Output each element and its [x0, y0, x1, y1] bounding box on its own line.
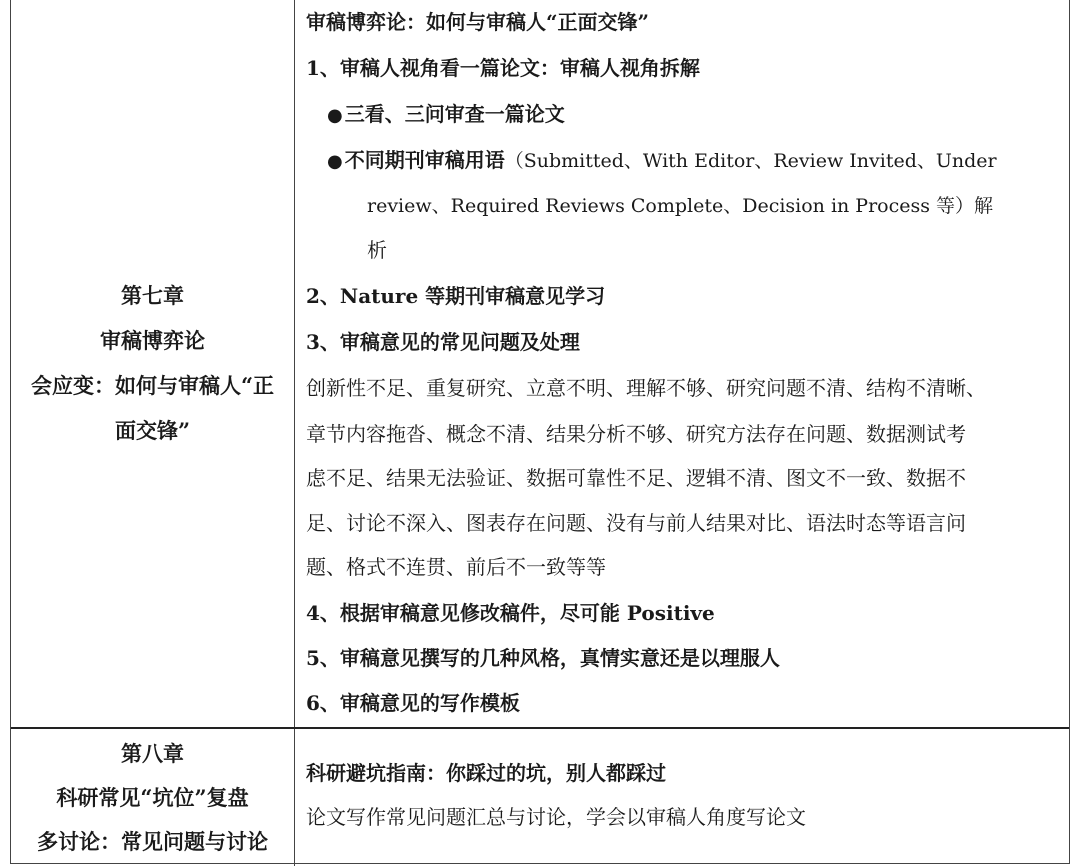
chapter-8-title-cell — [11, 729, 295, 866]
problem-list-line-1: 创新性不足、重复研究、立意不明、理解不够、研究问题不清、结构不清晰、 — [306, 376, 986, 400]
bullet-item-1-text: 三看、三问审查一篇论文 — [344, 102, 565, 126]
chapter-7-item-5: 5、审稿意见撰写的几种风格，真情实意还是以理服人 — [306, 646, 780, 670]
problem-list-line-2: 章节内容拖沓、概念不清、结果分析不够、研究方法存在问题、数据测试考 — [306, 422, 966, 446]
bullet-item-1 — [327, 100, 565, 130]
chapter-8-subtitle: 多讨论：常见问题与讨论 — [37, 828, 268, 854]
problem-list-line-4: 足、讨论不深入、图表存在问题、没有与前人结果对比、语法时态等语言问 — [306, 511, 966, 535]
chapter-8-row — [11, 729, 1069, 866]
chapter-8-number: 第八章 — [121, 740, 184, 766]
chapter-7-number: 第七章 — [121, 282, 184, 308]
bullet-icon: ● — [327, 105, 343, 126]
bullet-item-2 — [327, 146, 997, 176]
chapter-7-name: 审稿博弈论 — [100, 327, 205, 353]
chapter-7-title-cell — [11, 0, 295, 727]
chapter-8-content-cell — [296, 729, 1069, 866]
bullet-item-2-terms: （Submitted、With Editor、Review Invited、Under — [504, 150, 997, 172]
chapter-7-subtitle-line2: 面交锋” — [114, 417, 191, 443]
chapter-7-item-4: 4、根据审稿意见修改稿件，尽可能 Positive — [306, 601, 715, 625]
bullet-icon: ● — [327, 151, 343, 172]
bullet-item-2-line-3: 析 — [367, 238, 387, 262]
bullet-item-2-label: 不同期刊审稿用语 — [344, 148, 505, 172]
syllabus-table — [10, 0, 1070, 864]
chapter-7-item-6: 6、审稿意见的写作模板 — [306, 691, 520, 715]
problem-list-line-3: 虑不足、结果无法验证、数据可靠性不足、逻辑不清、图文不一致、数据不 — [306, 466, 966, 490]
chapter-8-name: 科研常见“坑位”复盘 — [56, 784, 249, 810]
problem-list-line-5: 题、格式不连贯、前后不一致等等 — [306, 555, 606, 579]
chapter-8-heading: 科研避坑指南：你踩过的坑，别人都踩过 — [306, 761, 666, 785]
chapter-7-item-1: 1、审稿人视角看一篇论文：审稿人视角拆解 — [306, 56, 700, 80]
chapter-7-content-cell — [296, 0, 1069, 727]
bullet-item-2-line-2: review、Required Reviews Complete、Decision in Process 等）解 — [367, 195, 994, 217]
chapter-7-heading: 审稿博弈论：如何与审稿人“正面交锋” — [306, 10, 650, 34]
chapter-7-row — [11, 0, 1069, 729]
chapter-8-text: 论文写作常见问题汇总与讨论，学会以审稿人角度写论文 — [306, 805, 806, 829]
chapter-7-item-3: 3、审稿意见的常见问题及处理 — [306, 330, 580, 354]
chapter-7-item-2: 2、Nature 等期刊审稿意见学习 — [306, 284, 606, 308]
chapter-7-subtitle-line1: 会应变：如何与审稿人“正 — [30, 372, 275, 398]
